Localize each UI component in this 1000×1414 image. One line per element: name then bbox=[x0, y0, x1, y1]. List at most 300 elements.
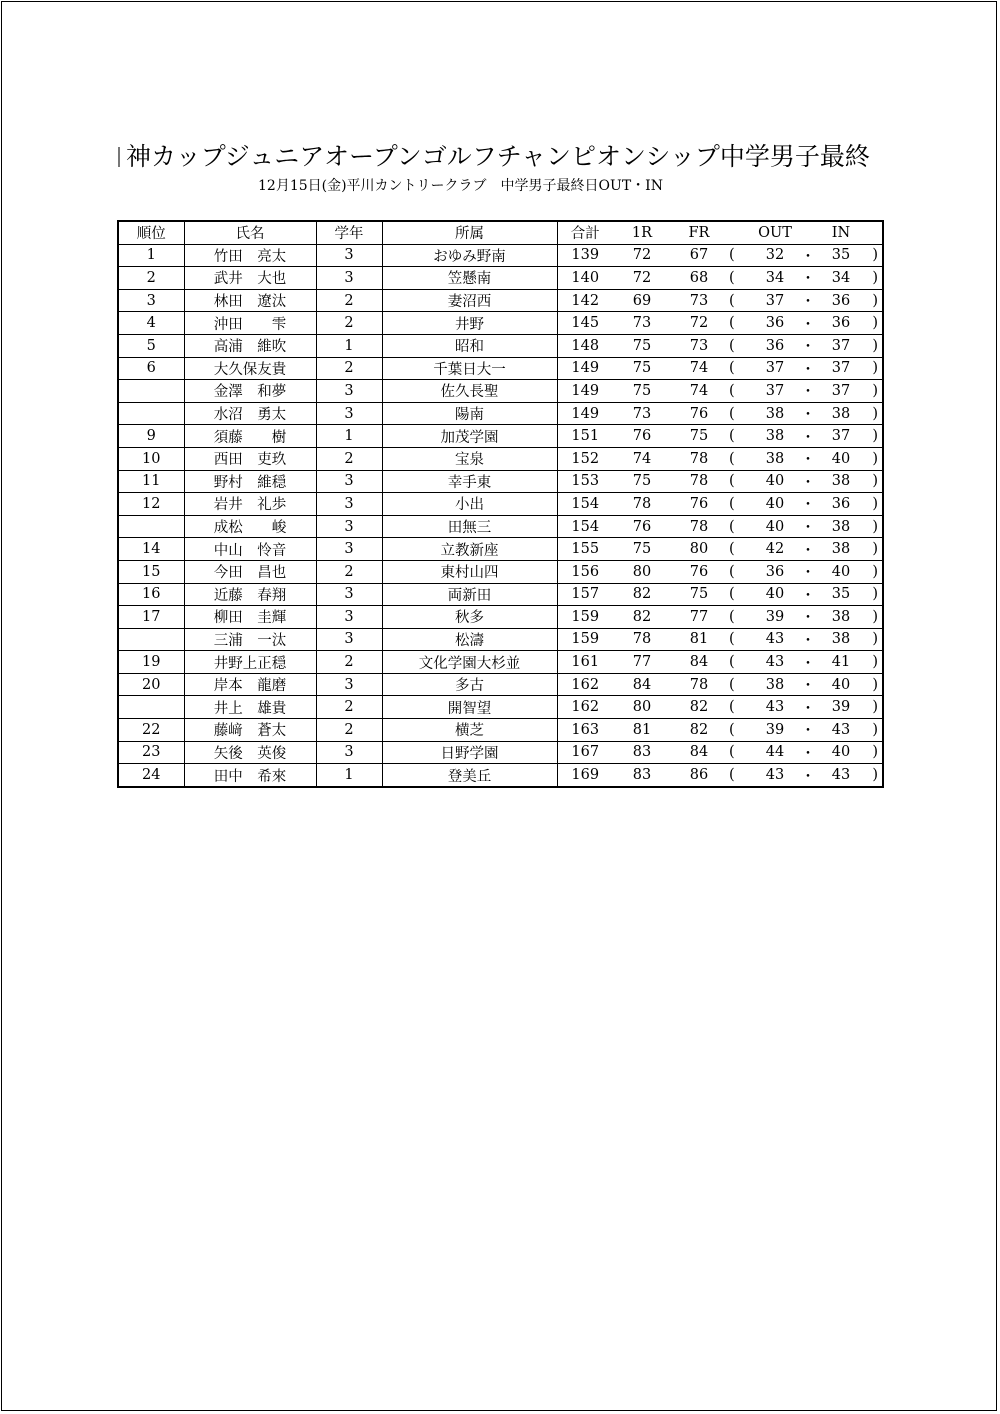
cell-in: 40 bbox=[819, 447, 863, 470]
cell-grade: 1 bbox=[316, 764, 382, 787]
cell-fr: 75 bbox=[671, 583, 727, 606]
cell-out: 38 bbox=[753, 425, 797, 448]
cell-1r: 83 bbox=[613, 741, 671, 764]
cell-paren-open: ( bbox=[727, 651, 753, 674]
cell-rank: 2 bbox=[118, 267, 184, 290]
cell-name: 田中 希來 bbox=[184, 764, 316, 787]
cell-out: 44 bbox=[753, 741, 797, 764]
cell-fr: 74 bbox=[671, 380, 727, 403]
cell-paren-open: ( bbox=[727, 515, 753, 538]
cell-total: 149 bbox=[557, 402, 613, 425]
cell-grade: 3 bbox=[316, 402, 382, 425]
cell-paren-open: ( bbox=[727, 289, 753, 312]
cell-paren-close: ) bbox=[863, 651, 883, 674]
cell-name: 矢後 英俊 bbox=[184, 741, 316, 764]
cell-name: 岩井 礼歩 bbox=[184, 493, 316, 516]
cell-separator-dot: ・ bbox=[797, 380, 819, 403]
cell-total: 157 bbox=[557, 583, 613, 606]
cell-out: 43 bbox=[753, 696, 797, 719]
cell-paren-open: ( bbox=[727, 538, 753, 561]
cell-in: 37 bbox=[819, 425, 863, 448]
cell-grade: 3 bbox=[316, 741, 382, 764]
cell-rank: 15 bbox=[118, 560, 184, 583]
cell-grade: 2 bbox=[316, 312, 382, 335]
cell-in: 35 bbox=[819, 583, 863, 606]
cell-paren-open: ( bbox=[727, 425, 753, 448]
cell-total: 140 bbox=[557, 267, 613, 290]
cell-name: 野村 維穏 bbox=[184, 470, 316, 493]
cell-separator-dot: ・ bbox=[797, 628, 819, 651]
cell-fr: 81 bbox=[671, 628, 727, 651]
cell-out: 37 bbox=[753, 380, 797, 403]
cell-school: 登美丘 bbox=[382, 764, 557, 787]
cell-1r: 75 bbox=[613, 470, 671, 493]
cell-out: 40 bbox=[753, 493, 797, 516]
cell-school: 陽南 bbox=[382, 402, 557, 425]
cell-grade: 3 bbox=[316, 673, 382, 696]
cell-1r: 80 bbox=[613, 560, 671, 583]
cell-fr: 84 bbox=[671, 741, 727, 764]
table-row bbox=[118, 719, 883, 742]
cell-in: 43 bbox=[819, 764, 863, 787]
cell-separator-dot: ・ bbox=[797, 764, 819, 787]
cell-out: 37 bbox=[753, 357, 797, 380]
cell-name: 近藤 春翔 bbox=[184, 583, 316, 606]
cell-in: 36 bbox=[819, 289, 863, 312]
cell-fr: 86 bbox=[671, 764, 727, 787]
cell-total: 149 bbox=[557, 357, 613, 380]
table-row bbox=[118, 493, 883, 516]
cell-name: 林田 遼汰 bbox=[184, 289, 316, 312]
cell-grade: 2 bbox=[316, 357, 382, 380]
cell-paren-close: ) bbox=[863, 312, 883, 335]
cell-name: 武井 大也 bbox=[184, 267, 316, 290]
table-row bbox=[118, 447, 883, 470]
cell-school: 文化学園大杉並 bbox=[382, 651, 557, 674]
cell-paren-open: ( bbox=[727, 470, 753, 493]
cell-out: 39 bbox=[753, 606, 797, 629]
cell-separator-dot: ・ bbox=[797, 741, 819, 764]
cell-paren-close: ) bbox=[863, 380, 883, 403]
cell-name: 柳田 圭輝 bbox=[184, 606, 316, 629]
cell-school: 千葉日大一 bbox=[382, 357, 557, 380]
cell-paren-open: ( bbox=[727, 447, 753, 470]
table-header-row bbox=[118, 221, 883, 244]
cell-grade: 2 bbox=[316, 289, 382, 312]
cell-paren-close: ) bbox=[863, 764, 883, 787]
cell-total: 167 bbox=[557, 741, 613, 764]
table-row bbox=[118, 673, 883, 696]
cell-fr: 82 bbox=[671, 719, 727, 742]
cell-1r: 78 bbox=[613, 493, 671, 516]
cell-in: 37 bbox=[819, 380, 863, 403]
cell-fr: 76 bbox=[671, 560, 727, 583]
cell-paren-open: ( bbox=[727, 560, 753, 583]
cell-fr: 78 bbox=[671, 515, 727, 538]
cell-out: 43 bbox=[753, 628, 797, 651]
cell-name: 金澤 和夢 bbox=[184, 380, 316, 403]
cell-paren-close: ) bbox=[863, 470, 883, 493]
cell-grade: 2 bbox=[316, 560, 382, 583]
cell-school: 多古 bbox=[382, 673, 557, 696]
cell-school: 開智望 bbox=[382, 696, 557, 719]
cell-name: 竹田 亮太 bbox=[184, 244, 316, 267]
cell-paren-open: ( bbox=[727, 244, 753, 267]
cell-out: 43 bbox=[753, 651, 797, 674]
title-text: 神カップジュニアオープンゴルフチャンピオンシップ中学男子最終 bbox=[126, 142, 870, 171]
cell-1r: 72 bbox=[613, 267, 671, 290]
cell-out: 43 bbox=[753, 764, 797, 787]
cell-1r: 73 bbox=[613, 312, 671, 335]
cell-rank bbox=[118, 402, 184, 425]
cell-grade: 3 bbox=[316, 244, 382, 267]
cell-name: 三浦 一汰 bbox=[184, 628, 316, 651]
cell-rank: 20 bbox=[118, 673, 184, 696]
cell-paren-close: ) bbox=[863, 696, 883, 719]
cell-1r: 76 bbox=[613, 515, 671, 538]
cell-separator-dot: ・ bbox=[797, 583, 819, 606]
cell-rank bbox=[118, 628, 184, 651]
cell-rank: 10 bbox=[118, 447, 184, 470]
cell-grade: 2 bbox=[316, 651, 382, 674]
cell-total: 154 bbox=[557, 515, 613, 538]
cell-paren-close: ) bbox=[863, 244, 883, 267]
cell-fr: 84 bbox=[671, 651, 727, 674]
cell-grade: 3 bbox=[316, 267, 382, 290]
cell-fr: 76 bbox=[671, 402, 727, 425]
cell-fr: 80 bbox=[671, 538, 727, 561]
cell-paren-close: ) bbox=[863, 402, 883, 425]
cell-total: 154 bbox=[557, 493, 613, 516]
table-row bbox=[118, 628, 883, 651]
cell-paren-close: ) bbox=[863, 515, 883, 538]
cell-in: 36 bbox=[819, 312, 863, 335]
cell-paren-close: ) bbox=[863, 267, 883, 290]
cell-school: 佐久長聖 bbox=[382, 380, 557, 403]
cell-in: 40 bbox=[819, 741, 863, 764]
cell-paren-open: ( bbox=[727, 267, 753, 290]
cell-paren-close: ) bbox=[863, 673, 883, 696]
cell-paren-open: ( bbox=[727, 583, 753, 606]
cell-in: 41 bbox=[819, 651, 863, 674]
cell-paren-open: ( bbox=[727, 606, 753, 629]
cell-school: 日野学園 bbox=[382, 741, 557, 764]
cell-1r: 76 bbox=[613, 425, 671, 448]
cell-1r: 73 bbox=[613, 402, 671, 425]
cell-fr: 77 bbox=[671, 606, 727, 629]
cell-out: 40 bbox=[753, 583, 797, 606]
cell-grade: 1 bbox=[316, 334, 382, 357]
cell-out: 38 bbox=[753, 447, 797, 470]
cell-paren-close: ) bbox=[863, 425, 883, 448]
cell-fr: 78 bbox=[671, 447, 727, 470]
cell-paren-close: ) bbox=[863, 560, 883, 583]
cell-fr: 73 bbox=[671, 334, 727, 357]
cell-name: 藤﨑 蒼太 bbox=[184, 719, 316, 742]
cell-fr: 76 bbox=[671, 493, 727, 516]
cell-fr: 75 bbox=[671, 425, 727, 448]
cell-paren-open: ( bbox=[727, 493, 753, 516]
cell-paren-open: ( bbox=[727, 628, 753, 651]
cell-1r: 75 bbox=[613, 380, 671, 403]
cell-fr: 67 bbox=[671, 244, 727, 267]
cell-separator-dot: ・ bbox=[797, 244, 819, 267]
cell-rank: 4 bbox=[118, 312, 184, 335]
cell-school: 横芝 bbox=[382, 719, 557, 742]
cell-school: 立教新座 bbox=[382, 538, 557, 561]
cell-paren-close: ) bbox=[863, 334, 883, 357]
cell-total: 162 bbox=[557, 673, 613, 696]
cell-in: 34 bbox=[819, 267, 863, 290]
cell-total: 153 bbox=[557, 470, 613, 493]
table-row bbox=[118, 267, 883, 290]
cell-rank: 3 bbox=[118, 289, 184, 312]
table-row bbox=[118, 357, 883, 380]
cell-rank: 6 bbox=[118, 357, 184, 380]
cell-paren-open: ( bbox=[727, 380, 753, 403]
cell-fr: 74 bbox=[671, 357, 727, 380]
cell-paren-close: ) bbox=[863, 606, 883, 629]
cell-total: 161 bbox=[557, 651, 613, 674]
cell-out: 36 bbox=[753, 334, 797, 357]
cell-fr: 72 bbox=[671, 312, 727, 335]
cell-name: 須藤 樹 bbox=[184, 425, 316, 448]
table-row bbox=[118, 606, 883, 629]
cell-paren-close: ) bbox=[863, 538, 883, 561]
header-spacer-dot bbox=[797, 221, 819, 244]
cell-school: 井野 bbox=[382, 312, 557, 335]
table-row bbox=[118, 515, 883, 538]
cell-paren-open: ( bbox=[727, 334, 753, 357]
cell-rank: 11 bbox=[118, 470, 184, 493]
cell-in: 40 bbox=[819, 560, 863, 583]
cell-separator-dot: ・ bbox=[797, 696, 819, 719]
header-in: IN bbox=[819, 221, 863, 244]
cell-separator-dot: ・ bbox=[797, 334, 819, 357]
cell-grade: 3 bbox=[316, 515, 382, 538]
cell-school: 田無三 bbox=[382, 515, 557, 538]
cell-total: 149 bbox=[557, 380, 613, 403]
cell-1r: 78 bbox=[613, 628, 671, 651]
header-rank: 順位 bbox=[118, 221, 184, 244]
cell-in: 38 bbox=[819, 515, 863, 538]
table-row bbox=[118, 289, 883, 312]
cell-in: 38 bbox=[819, 470, 863, 493]
cell-out: 32 bbox=[753, 244, 797, 267]
header-grade: 学年 bbox=[316, 221, 382, 244]
header-out: OUT bbox=[753, 221, 797, 244]
cell-school: おゆみ野南 bbox=[382, 244, 557, 267]
page-subtitle: 12月15日(金)平川カントリークラブ 中学男子最終日OUT・IN bbox=[258, 178, 663, 194]
cell-paren-open: ( bbox=[727, 764, 753, 787]
cell-total: 159 bbox=[557, 606, 613, 629]
cell-out: 40 bbox=[753, 470, 797, 493]
cell-separator-dot: ・ bbox=[797, 493, 819, 516]
cell-grade: 2 bbox=[316, 447, 382, 470]
cell-fr: 73 bbox=[671, 289, 727, 312]
header-school: 所属 bbox=[382, 221, 557, 244]
cell-paren-close: ) bbox=[863, 719, 883, 742]
cell-out: 39 bbox=[753, 719, 797, 742]
cell-total: 145 bbox=[557, 312, 613, 335]
cell-paren-close: ) bbox=[863, 628, 883, 651]
cell-separator-dot: ・ bbox=[797, 312, 819, 335]
cell-grade: 3 bbox=[316, 628, 382, 651]
cell-1r: 75 bbox=[613, 357, 671, 380]
cell-separator-dot: ・ bbox=[797, 357, 819, 380]
cell-paren-open: ( bbox=[727, 357, 753, 380]
cell-grade: 3 bbox=[316, 470, 382, 493]
cell-1r: 75 bbox=[613, 334, 671, 357]
cell-total: 139 bbox=[557, 244, 613, 267]
table-row bbox=[118, 583, 883, 606]
cell-school: 加茂学園 bbox=[382, 425, 557, 448]
cell-rank: 19 bbox=[118, 651, 184, 674]
cell-1r: 82 bbox=[613, 583, 671, 606]
cell-name: 中山 怜音 bbox=[184, 538, 316, 561]
cell-name: 西田 吏玖 bbox=[184, 447, 316, 470]
cell-separator-dot: ・ bbox=[797, 267, 819, 290]
cell-school: 秋多 bbox=[382, 606, 557, 629]
cell-grade: 2 bbox=[316, 719, 382, 742]
cell-1r: 75 bbox=[613, 538, 671, 561]
table-row bbox=[118, 334, 883, 357]
cell-out: 36 bbox=[753, 312, 797, 335]
cell-out: 40 bbox=[753, 515, 797, 538]
cell-separator-dot: ・ bbox=[797, 560, 819, 583]
cell-rank: 16 bbox=[118, 583, 184, 606]
header-spacer-open bbox=[727, 221, 753, 244]
cell-separator-dot: ・ bbox=[797, 719, 819, 742]
cell-total: 159 bbox=[557, 628, 613, 651]
cell-separator-dot: ・ bbox=[797, 673, 819, 696]
header-total: 合計 bbox=[557, 221, 613, 244]
table-row bbox=[118, 560, 883, 583]
cell-grade: 3 bbox=[316, 493, 382, 516]
cell-1r: 74 bbox=[613, 447, 671, 470]
cell-school: 小出 bbox=[382, 493, 557, 516]
cell-out: 37 bbox=[753, 289, 797, 312]
cell-in: 39 bbox=[819, 696, 863, 719]
table-row bbox=[118, 402, 883, 425]
cell-total: 152 bbox=[557, 447, 613, 470]
cell-school: 松濤 bbox=[382, 628, 557, 651]
cell-name: 大久保友貴 bbox=[184, 357, 316, 380]
table-row bbox=[118, 538, 883, 561]
header-spacer-close bbox=[863, 221, 883, 244]
cell-grade: 2 bbox=[316, 696, 382, 719]
table-row bbox=[118, 696, 883, 719]
cell-name: 岸本 龍磨 bbox=[184, 673, 316, 696]
cell-in: 36 bbox=[819, 493, 863, 516]
cell-rank bbox=[118, 515, 184, 538]
cell-name: 井上 雄貴 bbox=[184, 696, 316, 719]
cell-in: 38 bbox=[819, 628, 863, 651]
cell-paren-open: ( bbox=[727, 312, 753, 335]
cell-rank bbox=[118, 380, 184, 403]
cell-out: 42 bbox=[753, 538, 797, 561]
cell-rank: 17 bbox=[118, 606, 184, 629]
cell-1r: 83 bbox=[613, 764, 671, 787]
cell-paren-open: ( bbox=[727, 402, 753, 425]
cell-paren-close: ) bbox=[863, 741, 883, 764]
cell-separator-dot: ・ bbox=[797, 402, 819, 425]
cell-out: 36 bbox=[753, 560, 797, 583]
cell-separator-dot: ・ bbox=[797, 470, 819, 493]
cell-grade: 3 bbox=[316, 380, 382, 403]
cell-rank: 12 bbox=[118, 493, 184, 516]
header-fr: FR bbox=[671, 221, 727, 244]
cell-fr: 82 bbox=[671, 696, 727, 719]
cell-1r: 80 bbox=[613, 696, 671, 719]
cell-name: 沖田 雫 bbox=[184, 312, 316, 335]
cell-total: 163 bbox=[557, 719, 613, 742]
cell-rank: 14 bbox=[118, 538, 184, 561]
cell-paren-close: ) bbox=[863, 583, 883, 606]
cell-separator-dot: ・ bbox=[797, 515, 819, 538]
cell-separator-dot: ・ bbox=[797, 538, 819, 561]
cell-school: 東村山四 bbox=[382, 560, 557, 583]
title-cut-mark bbox=[118, 147, 120, 167]
cell-out: 38 bbox=[753, 673, 797, 696]
cell-fr: 78 bbox=[671, 673, 727, 696]
results-table bbox=[117, 220, 884, 788]
cell-in: 37 bbox=[819, 357, 863, 380]
cell-separator-dot: ・ bbox=[797, 289, 819, 312]
cell-grade: 3 bbox=[316, 538, 382, 561]
cell-paren-open: ( bbox=[727, 696, 753, 719]
cell-paren-close: ) bbox=[863, 493, 883, 516]
cell-rank: 5 bbox=[118, 334, 184, 357]
cell-rank: 24 bbox=[118, 764, 184, 787]
cell-name: 成松 峻 bbox=[184, 515, 316, 538]
cell-1r: 72 bbox=[613, 244, 671, 267]
cell-in: 38 bbox=[819, 538, 863, 561]
cell-in: 40 bbox=[819, 673, 863, 696]
cell-school: 宝泉 bbox=[382, 447, 557, 470]
cell-1r: 82 bbox=[613, 606, 671, 629]
cell-in: 37 bbox=[819, 334, 863, 357]
cell-total: 169 bbox=[557, 764, 613, 787]
cell-rank: 1 bbox=[118, 244, 184, 267]
cell-paren-open: ( bbox=[727, 719, 753, 742]
cell-in: 38 bbox=[819, 402, 863, 425]
cell-total: 151 bbox=[557, 425, 613, 448]
table-row bbox=[118, 651, 883, 674]
cell-name: 今田 昌也 bbox=[184, 560, 316, 583]
cell-name: 井野上正穏 bbox=[184, 651, 316, 674]
table-row bbox=[118, 244, 883, 267]
header-1r: 1R bbox=[613, 221, 671, 244]
cell-grade: 1 bbox=[316, 425, 382, 448]
cell-rank: 23 bbox=[118, 741, 184, 764]
cell-separator-dot: ・ bbox=[797, 425, 819, 448]
cell-paren-close: ) bbox=[863, 289, 883, 312]
cell-out: 34 bbox=[753, 267, 797, 290]
cell-1r: 77 bbox=[613, 651, 671, 674]
table-row bbox=[118, 380, 883, 403]
page-title bbox=[118, 140, 918, 174]
cell-paren-close: ) bbox=[863, 357, 883, 380]
cell-total: 156 bbox=[557, 560, 613, 583]
cell-1r: 81 bbox=[613, 719, 671, 742]
table-row bbox=[118, 764, 883, 787]
cell-rank bbox=[118, 696, 184, 719]
cell-name: 水沼 勇太 bbox=[184, 402, 316, 425]
cell-separator-dot: ・ bbox=[797, 606, 819, 629]
cell-separator-dot: ・ bbox=[797, 447, 819, 470]
table-row bbox=[118, 470, 883, 493]
